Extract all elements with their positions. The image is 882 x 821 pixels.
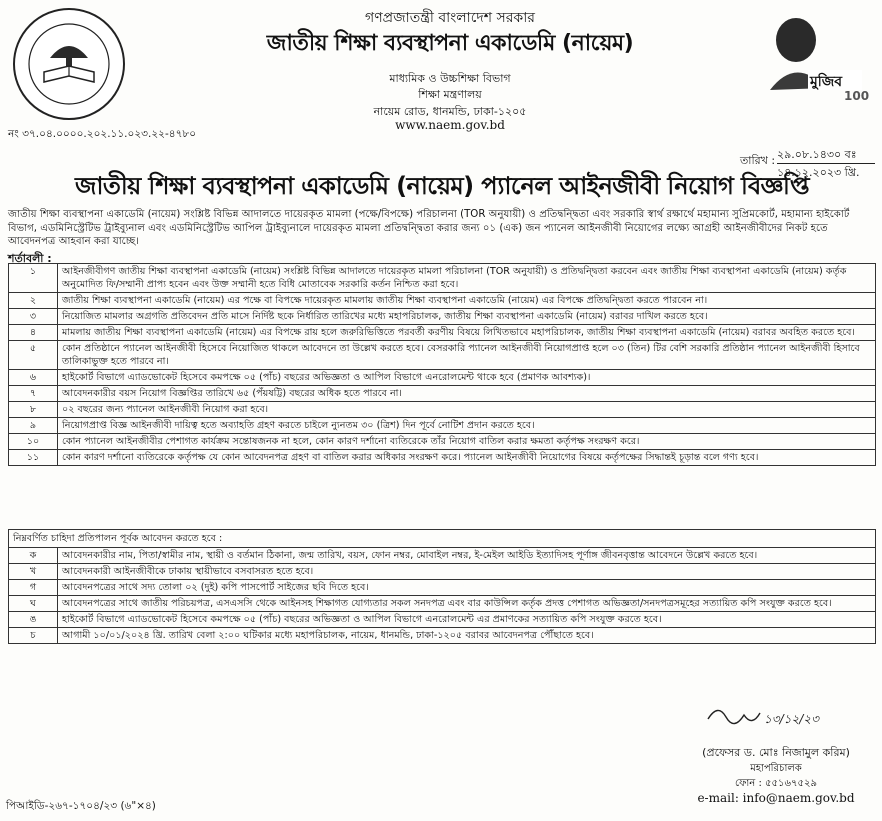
row-number: ১ xyxy=(9,264,58,293)
row-number: ৫ xyxy=(9,341,58,370)
row-number: ৭ xyxy=(9,386,58,402)
row-text: নিয়োগপ্রাপ্ত বিজ্ঞ আইনজীবী দায়িত্ব হতে অব্যাহতি গ্রহণ করতে চাইলে ন্যুনতম ৩০ (ত্রিশ) দিন পূর্বে নোটিশ প্রদান করতে হবে। xyxy=(58,418,876,434)
mujib-text: মুজিব xyxy=(810,74,843,90)
date-bangla: ২৯.০৮.১৪৩০ বঃ xyxy=(777,146,875,164)
division-name: মাধ্যমিক ও উচ্চশিক্ষা বিভাগ xyxy=(389,72,511,85)
signatory-phone: ফোন : ৫৫১৬৭৫২৯ xyxy=(735,778,817,789)
row-number: ১০ xyxy=(9,434,58,450)
row-text: হাইকোর্ট বিভাগে এ্যাডভোকেট হিসেবে কমপক্ষে ০৫ (পাঁচ) বছরের অভিজ্ঞতা ও আপিল বিভাগে এনরোলমেন্ট থাকে হবে (প্রমাণক আবশ্যক)। xyxy=(58,370,876,386)
table-row xyxy=(9,628,876,644)
row-number: ক xyxy=(9,548,58,564)
row-number: ঙ xyxy=(9,612,58,628)
conditions-label: শর্তাবলী : xyxy=(8,252,52,265)
education-ministry-logo xyxy=(10,6,128,122)
row-text: ০২ বছরের জন্য প্যানেল আইনজীবী নিয়োগ করা হবে। xyxy=(58,402,876,418)
intro-paragraph: জাতীয় শিক্ষা ব্যবস্থাপনা একাডেমি (নায়েম) সংশ্লিষ্ট বিভিন্ন আদালতে দায়েরকৃত মামলা (পক্ষে/বিপক্ষে) পরিচালনা (TOR অনুযায়ী) ও প্রতিদ্বন্দ্বিতা এবং সরকারি স্বার্থ রক্ষার্থে মহামান্য সুপ্রিমকোর্ট, মহামান্য হাইকোর্ট বিভাগ, এডমিনিস্ট্রেটিভ ট্রাইব্যুনাল এবং এডমিনিস্ট্রেটিভ আপিল ট্রাইব্যুনালে দায়েরকৃত মামলা প্রতিদ্বন্দ্বিতা করার জন্য ০১ (এক) জন প্যানেল আইনজীবী নিয়োগের লক্ষ্যে আগ্রহী আইনজীবীদের নিকট হতে আবেদনপত্র আহবান করা যাচ্ছে। xyxy=(8,209,850,247)
row-number: ঘ xyxy=(9,596,58,612)
org-name: জাতীয় শিক্ষা ব্যবস্থাপনা একাডেমি (নায়েম) xyxy=(266,31,634,56)
row-text: আবেদনপত্রের সাথে জাতীয় পরিচয়পত্র, এসএসসি থেকে আইনসহ শিক্ষাগত যোগ্যতার সকল সনদপত্র এবং বার কাউন্সিল কর্তৃক প্রদত্ত পেশাগত অভিজ্ঞতা/সনদপত্রসমূহের সত্যায়িত কপি সংযুক্ত করতে হবে। xyxy=(58,596,876,612)
row-number: খ xyxy=(9,564,58,580)
row-number: ৬ xyxy=(9,370,58,386)
row-text: হাইকোর্ট বিভাগে এ্যাডভোকেট হিসেবে কমপক্ষে ০৫ (পাঁচ) বছরের অভিজ্ঞতা ও আপিল বিভাগে এনরোলমেন্ট এর প্রমাণকের সত্যায়িত কপি সংযুক্ত করতে হবে। xyxy=(58,612,876,628)
date-english: ১৪.১২.২০২৩ খ্রি. xyxy=(777,166,860,179)
table-row xyxy=(9,309,876,325)
requirements-table xyxy=(8,529,876,644)
row-text: মামলায় জাতীয় শিক্ষা ব্যবস্থাপনা একাডেমি (নায়েম) এর বিপক্ষে রায় হলে জরুরিভিত্তিতে পরবর্তী করণীয় বিষয়ে লিখিতভাবে মহাপরিচালক, জাতীয় শিক্ষা ব্যবস্থাপনা একাডেমি (নায়েম) বরাবর অবহিত করতে হবে। xyxy=(58,325,876,341)
signature-date: ১৩/১২/২৩ xyxy=(764,712,819,726)
table-row xyxy=(9,434,876,450)
signatory-email: e-mail: info@naem.gov.bd xyxy=(697,791,855,805)
ministry-name: শিক্ষা মন্ত্রণালয় xyxy=(418,88,482,101)
row-text: নিয়োজিত মামলার অগ্রগতি প্রতিবেদন প্রতি মাসে নির্দিষ্ট ছকে নির্ধারিত তারিখের মধ্যে মহাপরিচালক, জাতীয় শিক্ষা ব্যবস্থাপনা একাডেমি (নায়েম) বরাবর দাখিল করতে হবে। xyxy=(58,309,876,325)
row-number: ৯ xyxy=(9,418,58,434)
table-row xyxy=(9,325,876,341)
address: নায়েম রোড, ধানমন্ডি, ঢাকা-১২০৫ xyxy=(373,105,527,118)
table-row xyxy=(9,386,876,402)
row-text: আবেদনকারী আইনজীবীকে ঢাকায় স্থায়ীভাবে বসবাসরত হতে হবে। xyxy=(58,564,876,580)
mujib-100-logo xyxy=(748,10,870,108)
row-text: কোন প্যানেল আইনজীবীর পেশাগত কার্যক্রম সন্তোষজনক না হলে, কোন কারণ দর্শানো ব্যতিরেকে তাঁর নিয়োগ বাতিল করার ক্ষমতা কর্তৃপক্ষ সংরক্ষণ করে। xyxy=(58,434,876,450)
row-text: আবেদনকারীর বয়স নিয়োগ বিজ্ঞপ্তির তারিখে ৬৫ (পঁয়ষট্টি) বছরের অধিক হতে পারবে না। xyxy=(58,386,876,402)
table-row xyxy=(9,341,876,370)
hundred-text: 100 xyxy=(844,89,870,103)
requirements-header: নিম্নবর্ণিত চাহিদা প্রতিপালন পূর্বক আবেদন করতে হবে : xyxy=(9,530,876,548)
table-row xyxy=(9,450,876,466)
row-number: ৩ xyxy=(9,309,58,325)
row-text: কোন কারণ দর্শানো ব্যতিরেকে কর্তৃপক্ষ যে কোন আবেদনপত্র গ্রহণ বা বাতিল করার অধিকার সংরক্ষণ করে। প্যানেল আইনজীবী নিয়োগের বিষয়ে কর্তৃপক্ষের সিদ্ধান্তই চূড়ান্ত বলে গণ্য হবে। xyxy=(58,450,876,466)
handwritten-signature xyxy=(700,697,850,737)
pid-footer: পিআইডি-২৬৭-১৭০৪/২৩ (৬"×৪) xyxy=(6,800,156,812)
row-number: ১১ xyxy=(9,450,58,466)
signatory-name: (প্রফেসর ড. মোঃ নিজামুল করিম) xyxy=(702,746,850,759)
table-row xyxy=(9,293,876,309)
table-row xyxy=(9,264,876,293)
memo-number: নং ৩৭.০৪.০০০০.২০২.১১.০২৩.২২-৪৭৮০ xyxy=(8,128,197,140)
row-number: ২ xyxy=(9,293,58,309)
table-row xyxy=(9,580,876,596)
table-row xyxy=(9,596,876,612)
row-text: জাতীয় শিক্ষা ব্যবস্থাপনা একাডেমি (নায়েম) এর পক্ষে বা বিপক্ষে দায়েরকৃত মামলায় জাতীয় শিক্ষা ব্যবস্থাপনা একাডেমি (নায়েম) এর বিপক্ষে প্রতিদ্বন্দ্বিতা করতে পারবেন না। xyxy=(58,293,876,309)
date-label: তারিখ : xyxy=(740,154,776,167)
row-text: কোন প্রতিষ্ঠানে প্যানেল আইনজীবী হিসেবে নিয়োজিত থাকলে আবেদনে তা উল্লেখ করতে হবে। বেসরকারি প্যানেল আইনজীবী নিয়োগপ্রাপ্ত হলে ০৩ (তিন) টির বেশি সরকারি প্রতিষ্ঠান প্যানেল আইনজীবী হিসাবে তালিকাভুক্ত হতে পারবে না। xyxy=(58,341,876,370)
row-number: ৪ xyxy=(9,325,58,341)
row-text: আবেদনকারীর নাম, পিতা/স্বামীর নাম, স্থায়ী ও বর্তমান ঠিকানা, জন্ম তারিখ, বয়স, ফোন নম্বর, মোবাইল নম্বর, ই-মেইল আইডি ইত্যাদিসহ পূর্ণাঙ্গ জীবনবৃত্তান্ত আবেদনে উল্লেখ করতে হবে। xyxy=(58,548,876,564)
row-number: গ xyxy=(9,580,58,596)
signatory-designation: মহাপরিচালক xyxy=(750,763,802,774)
conditions-table xyxy=(8,263,876,466)
row-text: আবেদনপত্রের সাথে সদ্য তোলা ০২ (দুই) কপি পাসপোর্ট সাইজের ছবি দিতে হবে। xyxy=(58,580,876,596)
table-row xyxy=(9,612,876,628)
notice-title: জাতীয় শিক্ষা ব্যবস্থাপনা একাডেমি (নায়েম) প্যানেল আইনজীবী নিয়োগ বিজ্ঞপ্তি xyxy=(75,172,809,200)
govt-name: গণপ্রজাতন্ত্রী বাংলাদেশ সরকার xyxy=(365,10,535,26)
table-row xyxy=(9,564,876,580)
row-text: আইনজীবীগণ জাতীয় শিক্ষা ব্যবস্থাপনা একাডেমি (নায়েম) সংশ্লিষ্ট বিভিন্ন আদালতে দায়েরকৃত মামলা পরিচালনা (TOR অনুযায়ী) ও প্রতিদ্বন্দ্বিতা করবেন এবং জাতীয় শিক্ষা ব্যবস্থাপনা একাডেমি (নায়েম) কর্তৃক অনুমোদিত ফি/সম্মানী প্রাপ্য হবেন এবং উক্ত সম্মানী হতে বিধি মোতাবেক সরকারি কর্তন নিশ্চিত করা হবে। xyxy=(58,264,876,293)
row-number: চ xyxy=(9,628,58,644)
table-row xyxy=(9,418,876,434)
table-header-row xyxy=(9,530,876,548)
row-text: আগামী ১০/০১/২০২৪ খ্রি. তারিখ বেলা ২:০০ ঘটিকার মধ্যে মহাপরিচালক, নায়েম, ধানমন্ডি, ঢাকা-১২০৫ বরাবর আবেদনপত্র পৌঁছাতে হবে। xyxy=(58,628,876,644)
table-row xyxy=(9,370,876,386)
row-number: ৮ xyxy=(9,402,58,418)
table-row xyxy=(9,548,876,564)
table-row xyxy=(9,402,876,418)
website: www.naem.gov.bd xyxy=(395,118,505,132)
